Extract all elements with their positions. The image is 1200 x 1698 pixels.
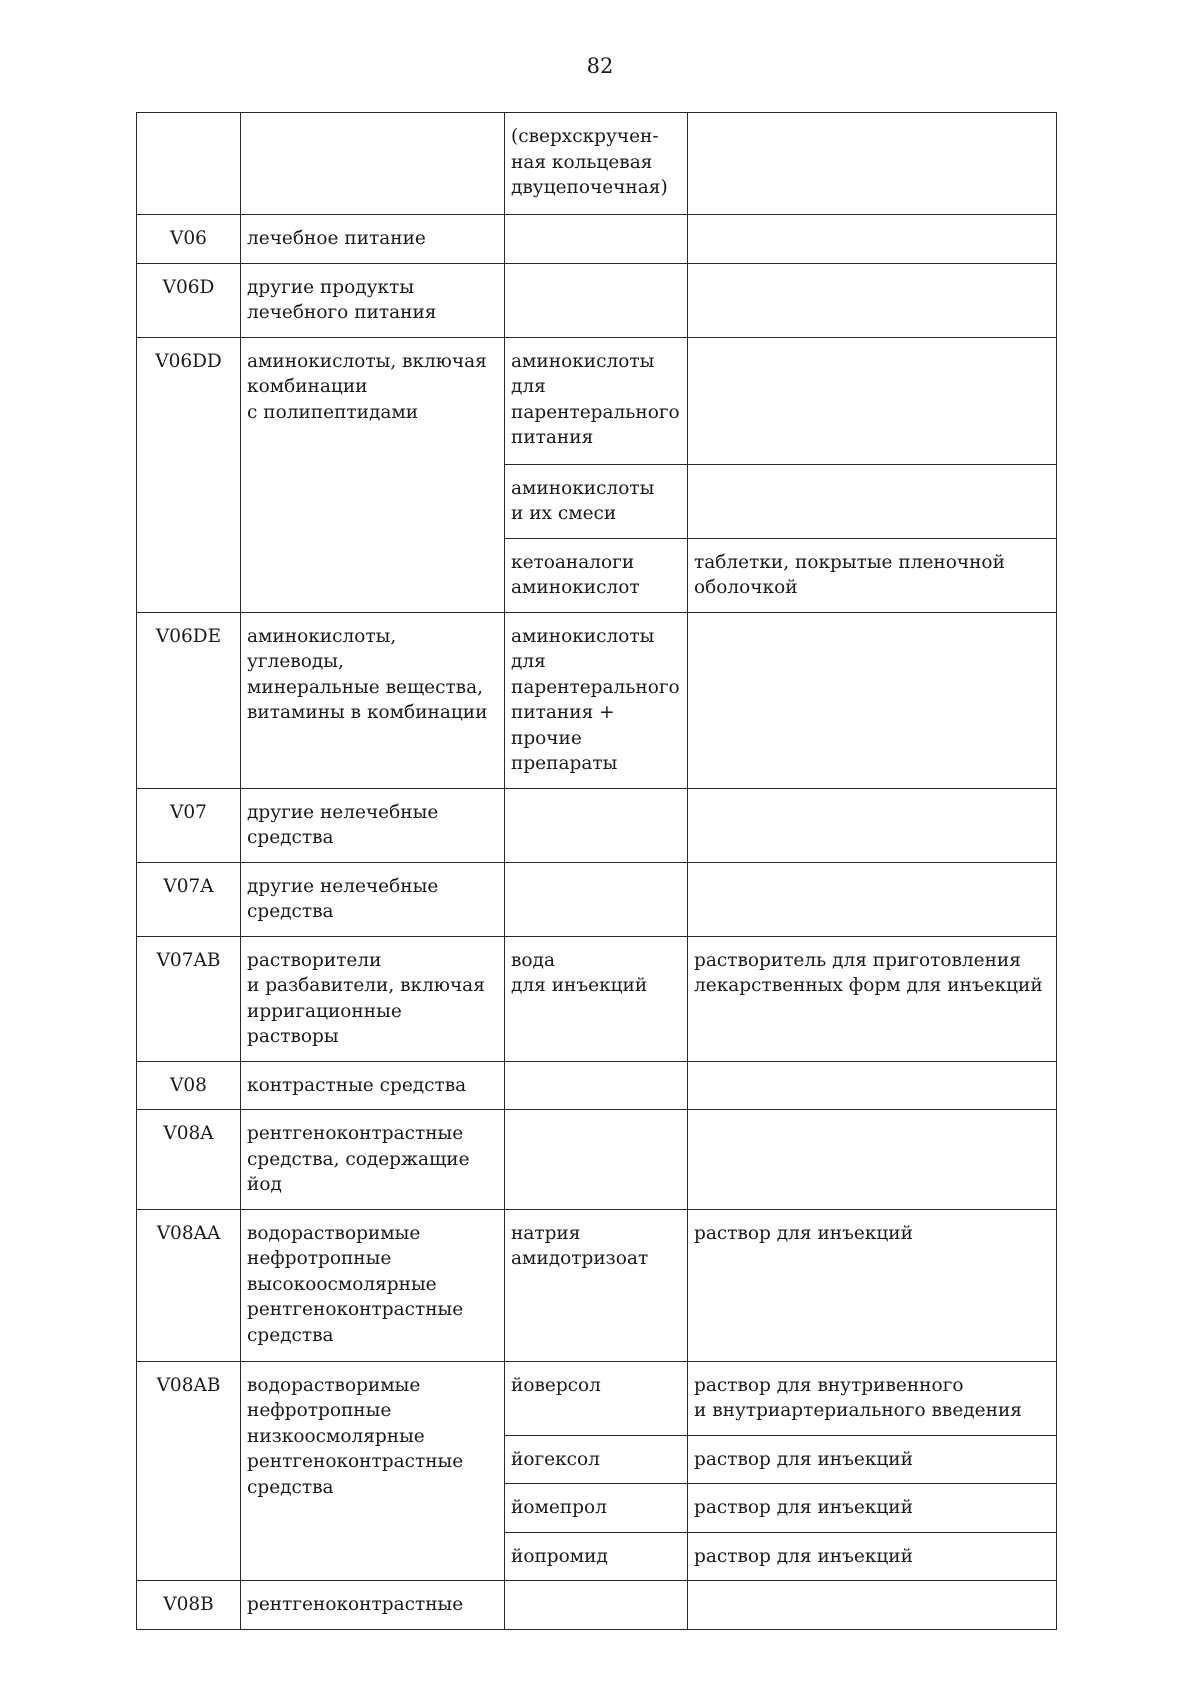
substance-cell: натрия амидотризоат <box>505 1209 688 1361</box>
table-row <box>137 215 1057 264</box>
atc-code-cell: V07AB <box>137 936 241 1061</box>
table-row <box>137 936 1057 1061</box>
dosage-form-cell <box>688 337 1057 464</box>
atc-code-cell: V08B <box>137 1581 241 1630</box>
table-row <box>137 1110 1057 1210</box>
table-row <box>137 1361 1057 1435</box>
atc-code-cell: V06 <box>137 215 241 264</box>
atc-code-cell: V06D <box>137 263 241 337</box>
substance-cell <box>505 215 688 264</box>
dosage-form-cell <box>688 113 1057 215</box>
atc-code-cell <box>137 113 241 215</box>
substance-cell: кетоаналоги аминокислот <box>505 538 688 612</box>
dosage-form-cell: раствор для внутривенного и внутриартериального введения <box>688 1361 1057 1435</box>
table-row <box>137 337 1057 464</box>
dosage-form-cell <box>688 215 1057 264</box>
group-name-cell: водорастворимые нефротропные низкоосмолярные рентгеноконтрастные средства <box>241 1361 505 1581</box>
page-number: 82 <box>586 54 614 78</box>
group-name-cell: другие нелечебные средства <box>241 788 505 862</box>
group-name-cell: рентгеноконтрастные <box>241 1581 505 1630</box>
dosage-form-cell <box>688 1110 1057 1210</box>
table-row <box>137 1581 1057 1630</box>
group-name-cell: аминокислоты, включая комбинации с полипептидами <box>241 337 505 612</box>
dosage-form-cell: растворитель для приготовления лекарственных форм для инъекций <box>688 936 1057 1061</box>
substance-cell: аминокислоты и их смеси <box>505 464 688 538</box>
substance-cell: вода для инъекций <box>505 936 688 1061</box>
atc-code-cell: V06DE <box>137 612 241 788</box>
dosage-form-cell <box>688 1581 1057 1630</box>
substance-cell: йомепрол <box>505 1484 688 1533</box>
substance-cell <box>505 788 688 862</box>
table-row <box>137 862 1057 936</box>
group-name-cell: аминокислоты, углеводы, минеральные вещества, витамины в комбинации <box>241 612 505 788</box>
atc-code-cell: V07A <box>137 862 241 936</box>
dosage-form-cell <box>688 1061 1057 1110</box>
atc-code-cell: V08 <box>137 1061 241 1110</box>
group-name-cell: другие нелечебные средства <box>241 862 505 936</box>
substance-cell: йопромид <box>505 1532 688 1581</box>
substance-cell: аминокислоты для парентерального питания <box>505 337 688 464</box>
group-name-cell: лечебное питание <box>241 215 505 264</box>
group-name-cell: контрастные средства <box>241 1061 505 1110</box>
table-row <box>137 113 1057 215</box>
substance-cell <box>505 263 688 337</box>
substance-cell: йоверсол <box>505 1361 688 1435</box>
dosage-form-cell: таблетки, покрытые пленочной оболочкой <box>688 538 1057 612</box>
substance-cell <box>505 1061 688 1110</box>
table-row <box>137 1209 1057 1361</box>
atc-code-cell: V08A <box>137 1110 241 1210</box>
substance-cell <box>505 1581 688 1630</box>
atc-code-cell: V08AB <box>137 1361 241 1581</box>
dosage-form-cell <box>688 263 1057 337</box>
table-row <box>137 263 1057 337</box>
dosage-form-cell <box>688 788 1057 862</box>
atc-code-cell: V08AA <box>137 1209 241 1361</box>
group-name-cell: рентгеноконтрастные средства, содержащие йод <box>241 1110 505 1210</box>
group-name-cell: другие продукты лечебного питания <box>241 263 505 337</box>
table-row <box>137 612 1057 788</box>
substance-cell: аминокислоты для парентерального питания + прочие препараты <box>505 612 688 788</box>
atc-code-cell: V06DD <box>137 337 241 612</box>
dosage-form-cell: раствор для инъекций <box>688 1435 1057 1484</box>
dosage-form-cell <box>688 464 1057 538</box>
group-name-cell: водорастворимые нефротропные высокоосмолярные рентгеноконтрастные средства <box>241 1209 505 1361</box>
atc-code-cell: V07 <box>137 788 241 862</box>
dosage-form-cell <box>688 862 1057 936</box>
dosage-form-cell <box>688 612 1057 788</box>
substance-cell <box>505 862 688 936</box>
atc-classification-table <box>136 112 1057 1630</box>
dosage-form-cell: раствор для инъекций <box>688 1484 1057 1533</box>
substance-cell: йогексол <box>505 1435 688 1484</box>
substance-cell: (сверхскручен- ная кольцевая двуцепочечная) <box>505 113 688 215</box>
table-row <box>137 1061 1057 1110</box>
group-name-cell <box>241 113 505 215</box>
dosage-form-cell: раствор для инъекций <box>688 1209 1057 1361</box>
dosage-form-cell: раствор для инъекций <box>688 1532 1057 1581</box>
substance-cell <box>505 1110 688 1210</box>
table-row <box>137 788 1057 862</box>
group-name-cell: растворители и разбавители, включая ирригационные растворы <box>241 936 505 1061</box>
